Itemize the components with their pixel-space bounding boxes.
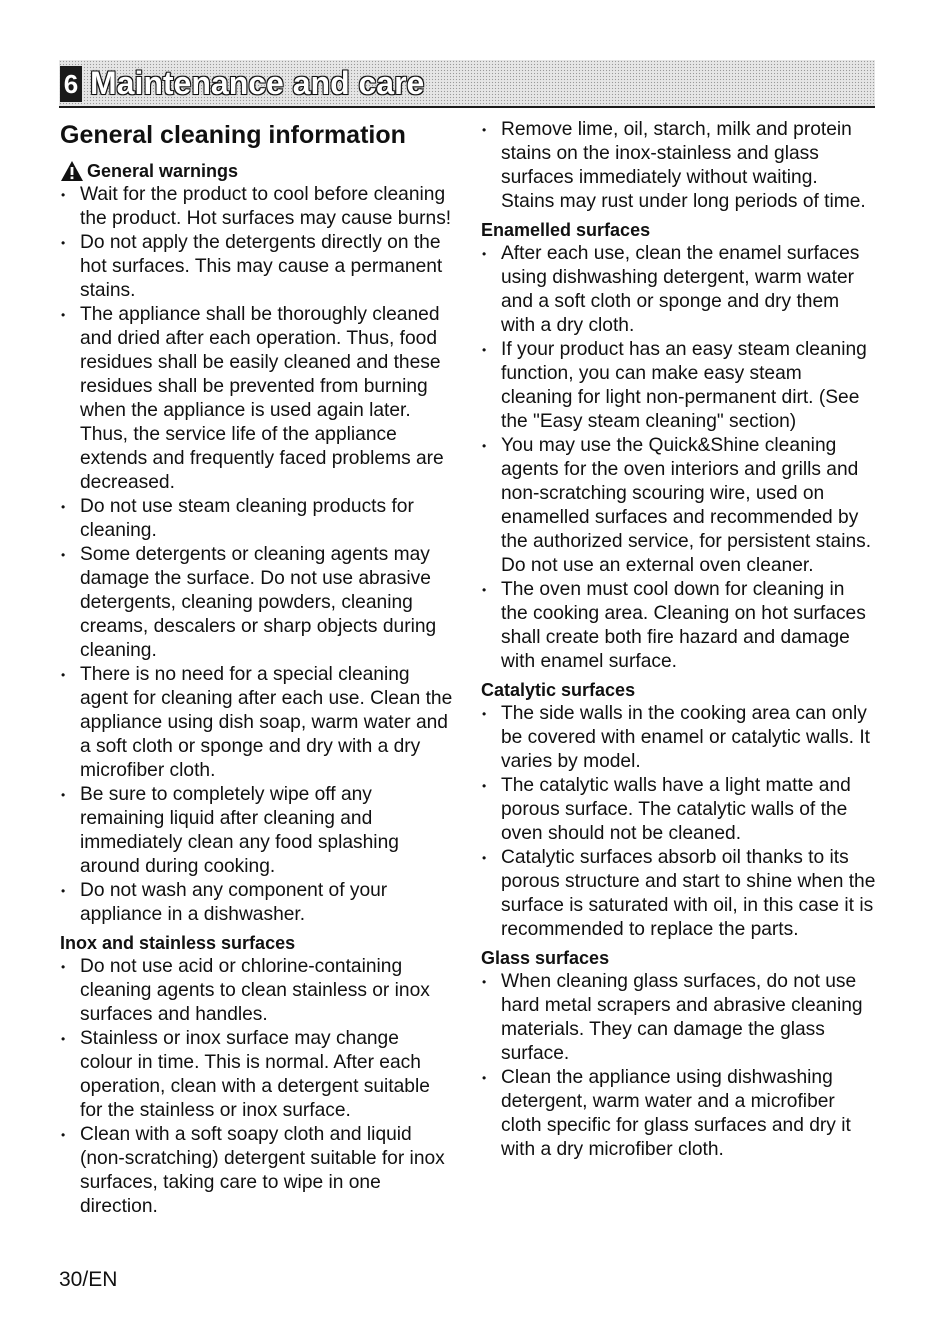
list-item: • The oven must cool down for cleaning in the cooking area. Cleaning on hot surfaces shall create both fire hazard and damage with enamel surface. [481, 578, 876, 674]
list-item: • When cleaning glass surfaces, do not use hard metal scrapers and abrasive cleaning materials. They can damage the glass surface. [481, 970, 876, 1066]
glass-list [481, 970, 876, 1162]
list-item: • Some detergents or cleaning agents may damage the surface. Do not use abrasive detergents, cleaning powders, cleaning creams, descalers or sharp objects during cleaning. [60, 543, 455, 663]
list-item: • The appliance shall be thoroughly cleaned and dried after each operation. Thus, food residues shall be easily cleaned and these residues shall be prevented from burning when the appliance is used again later. Thus, the service life of the appliance extends and frequently faced problems are decreased. [60, 303, 455, 495]
section-title: General cleaning information [60, 121, 406, 149]
list-item: • Clean the appliance using dishwashing detergent, warm water and a microfiber cloth specific for glass surfaces and dry it with a dry microfiber cloth. [481, 1066, 876, 1162]
list-item: • Do not use acid or chlorine-containing cleaning agents to clean stainless or inox surfaces and handles. [60, 955, 455, 1027]
general-warnings-heading [60, 159, 455, 183]
list-item: • If your product has an easy steam cleaning function, you can make easy steam cleaning for light non-permanent dirt. (See the "Easy steam cleaning" section) [481, 338, 876, 434]
catalytic-heading: Catalytic surfaces [481, 680, 636, 700]
right-column [481, 118, 876, 1162]
chapter-title: Maintenance and care [90, 65, 425, 101]
list-item: • The side walls in the cooking area can only be covered with enamel or catalytic walls. It varies by model. [481, 702, 876, 774]
list-item: • Catalytic surfaces absorb oil thanks to its porous structure and start to shine when the surface is saturated with oil, in this case it is recommended to replace the parts. [481, 846, 876, 942]
catalytic-list [481, 702, 876, 942]
enamelled-heading: Enamelled surfaces [481, 220, 651, 240]
general-warnings-label: General warnings [87, 161, 239, 181]
list-item: • Do not use steam cleaning products for cleaning. [60, 495, 455, 543]
glass-heading: Glass surfaces [481, 948, 610, 968]
inox-continued-list [481, 118, 876, 214]
list-item: • Remove lime, oil, starch, milk and protein stains on the inox-stainless and glass surfaces immediately without waiting. Stains may rust under long periods of time. [481, 118, 876, 214]
list-item: • Be sure to completely wipe off any remaining liquid after cleaning and immediately clean any food splashing around during cooking. [60, 783, 455, 879]
list-item: • You may use the Quick&Shine cleaning agents for the oven interiors and grills and non-scratching scouring wire, used on enamelled surfaces and recommended by the authorized service, for persistent stains. Do not use an external oven cleaner. [481, 434, 876, 578]
warning-triangle-icon [60, 160, 84, 182]
list-item: • Do not apply the detergents directly on the hot surfaces. This may cause a permanent stains. [60, 231, 455, 303]
chapter-number: 6 [60, 66, 82, 102]
list-item: • Clean with a soft soapy cloth and liquid (non-scratching) detergent suitable for inox surfaces, taking care to wipe in one direction. [60, 1123, 455, 1219]
left-column [60, 118, 455, 1219]
list-item: • After each use, clean the enamel surfaces using dishwashing detergent, warm water and a soft cloth or sponge and dry them with a dry cloth. [481, 242, 876, 338]
list-item: • Stainless or inox surface may change colour in time. This is normal. After each operation, clean with a detergent suitable for the stainless or inox surface. [60, 1027, 455, 1123]
list-item: • There is no need for a special cleaning agent for cleaning after each use. Clean the appliance using dish soap, warm water and a soft cloth or sponge and dry with a dry microfiber cloth. [60, 663, 455, 783]
list-item: • Do not wash any component of your appliance in a dishwasher. [60, 879, 455, 927]
list-item: • Wait for the product to cool before cleaning the product. Hot surfaces may cause burns! [60, 183, 455, 231]
page-number: 30/EN [59, 1268, 118, 1291]
general-warnings-list [60, 183, 455, 927]
enamelled-list [481, 242, 876, 674]
list-item: • The catalytic walls have a light matte and porous surface. The catalytic walls of the oven should not be cleaned. [481, 774, 876, 846]
inox-list [60, 955, 455, 1219]
inox-heading: Inox and stainless surfaces [60, 933, 296, 953]
